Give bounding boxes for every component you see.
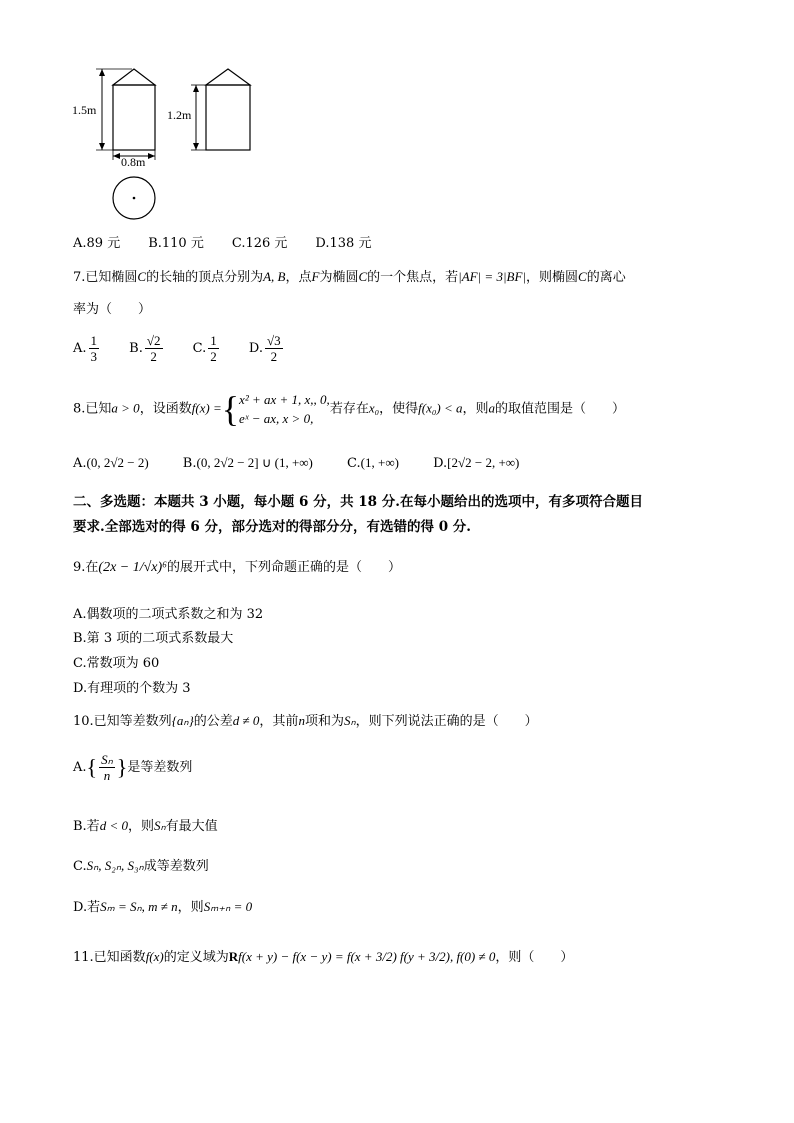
q8-stem: 8.已知a > 0，设函数f(x) ={ x² + ax + 1, x,, 0, eˣ − ax, x > 0, 若存在x₀，使得f(x₀) < a，则a的取值范围是（ ）: [73, 389, 626, 429]
q10-intro: 10.已知等差数列: [73, 714, 172, 729]
q10-text-4: ，则下列说法正确的是（ ）: [355, 714, 538, 729]
q6-option-b: B.110 元: [148, 236, 204, 251]
q7-ellipse-c: C: [137, 269, 147, 284]
q8-text-1: ，设函数: [139, 401, 192, 417]
q7-option-c: C. $\frac{1}{2}$: [192, 333, 217, 364]
q10-n: n: [298, 713, 305, 728]
q7-text-3: 为椭圆: [319, 270, 359, 285]
q8-x0: x₀: [368, 400, 380, 416]
q10-option-c: C.Sₙ, S₂ₙ, S₃ₙ成等差数列: [73, 858, 209, 874]
q8-text-2: 若存在: [329, 401, 369, 417]
q7-intro: 7.已知椭圆: [73, 270, 138, 285]
q8-case-1: x² + ax + 1, x,, 0,: [239, 392, 330, 407]
q11-stem: [73, 946, 573, 965]
q6-options: [73, 232, 371, 251]
q9-text-1: 的展开式中，下列命题正确的是（ ）: [167, 560, 402, 575]
q7-ellipse-c-2: C: [358, 269, 368, 284]
q8-function: f(x) =: [191, 400, 222, 416]
q9-option-b: B.第 3 项的二项式系数最大: [73, 631, 234, 646]
q7-stem-line2: 率为（ ）: [73, 302, 152, 317]
q8-option-c: C.(1, +∞): [347, 455, 399, 471]
q10-stem: [73, 710, 538, 729]
q7-vertices: A, B: [263, 269, 286, 284]
section2-heading-line1: 二、多选题：本题共 3 小题，每小题 6 分，共 18 分.在每小题给出的选项中，有多项符合题目: [73, 494, 643, 510]
q7-text-1: 的长轴的顶点分别为: [146, 270, 264, 285]
q9-option-c: C.常数项为 60: [73, 656, 160, 671]
silo-figure: [66, 60, 266, 220]
q11-text-2: ，则（ ）: [495, 950, 574, 965]
q8-case-2: eˣ − ax, x > 0,: [239, 411, 314, 426]
q9-option-d: D.有理项的个数为 3: [73, 681, 191, 696]
q7-text-6: 的离心: [586, 270, 626, 285]
q7-focus: F: [311, 269, 320, 284]
q7-text-5: ，则椭圆: [526, 270, 579, 285]
q11-intro: 11.已知函数: [73, 950, 146, 965]
q8-options: [73, 455, 519, 471]
q8-option-d: D.[2√2 − 2, +∞): [433, 455, 520, 471]
q8-a: a: [488, 400, 495, 416]
q7-options: [73, 333, 285, 364]
section2-heading-line2: 要求.全部选对的得 6 分，部分选对的得部分分，有选错的得 0 分.: [73, 519, 471, 535]
q6-option-c: C.126 元: [231, 236, 288, 251]
q8-text-3: ，使得: [379, 401, 419, 417]
q11-domain: R: [228, 949, 239, 964]
height-label-1: 1.5m: [72, 103, 97, 117]
q8-inequality: f(x₀) < a: [418, 400, 463, 416]
q7-option-a: A. $\frac{1}{3}$: [73, 333, 98, 364]
q10-option-a: A.{ $\frac{\text{Sₙ}}{n}$ }是等差数列: [73, 752, 193, 783]
q7-ellipse-c-3: C: [578, 269, 587, 284]
q9-stem: [73, 556, 401, 576]
q9-intro: 9.在: [73, 560, 99, 575]
q10-option-d: D.若Sₘ = Sₙ, m ≠ n，则Sₘ₊ₙ = 0: [73, 899, 253, 915]
q9-option-a: A.偶数项的二项式系数之和为 32: [73, 607, 264, 622]
q11-text-1: 的定义域为: [163, 950, 229, 965]
q10-option-b: B.若d < 0，则Sₙ有最大值: [73, 818, 218, 834]
q7-option-d: D. $\frac{√3}{2}$: [248, 333, 281, 364]
q8-option-b: B.(0, 2√2 − 2] ∪ (1, +∞): [182, 455, 313, 471]
q9-expression: (2x − 1/√x)⁶: [98, 560, 168, 575]
q7-stem: [73, 266, 626, 285]
q8-intro: 8.已知: [73, 401, 112, 417]
q7-text-2: ，点: [285, 270, 312, 285]
height-label-2: 1.2m: [167, 108, 192, 122]
q8-text-4: ，则: [462, 401, 489, 417]
q10-sn: Sₙ: [343, 713, 356, 728]
q8-option-a: A.(0, 2√2 − 2): [73, 455, 149, 471]
q10-text-3: 项和为: [304, 714, 344, 729]
q11-function: f(x): [145, 949, 164, 964]
q6-option-d: D.138 元: [315, 236, 372, 251]
q10-d: d ≠ 0: [232, 713, 260, 728]
q7-text-4: 的一个焦点，若: [367, 270, 459, 285]
q10-text-1: 的公差: [193, 714, 233, 729]
q8-text-5: 的取值范围是（ ）: [495, 401, 626, 417]
width-label: 0.8m: [121, 155, 146, 169]
q11-equation: f(x + y) − f(x − y) = f(x + 3/2) f(y + 3/2), f(0) ≠ 0: [238, 949, 496, 964]
q10-sequence: {aₙ}: [171, 713, 194, 728]
q7-option-b: B. $\frac{√2}{2}$: [129, 333, 161, 364]
q7-condition: |AF| = 3|BF|: [458, 269, 526, 284]
q8-condition: a > 0: [111, 400, 140, 416]
q8-piecewise: [239, 390, 330, 428]
q6-option-a: A.89 元: [73, 236, 121, 251]
q10-text-2: ，其前: [259, 714, 299, 729]
